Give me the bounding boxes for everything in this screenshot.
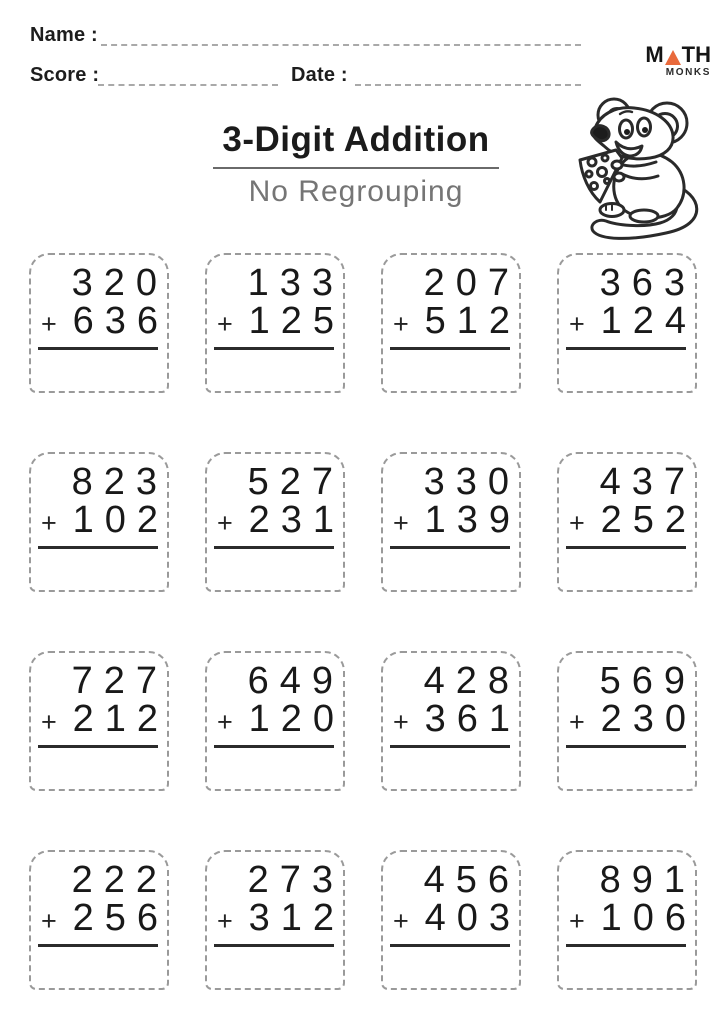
addend-bottom: 230: [600, 698, 697, 740]
plus-operator: +: [41, 906, 57, 936]
problem-box-1: [29, 253, 169, 393]
date-fill-line[interactable]: [355, 62, 581, 86]
logo-subtext: MONKS: [665, 67, 711, 78]
worksheet-title: 3-Digit Addition: [222, 120, 490, 159]
addend-bottom: 252: [600, 499, 697, 541]
answer-space[interactable]: [37, 747, 161, 785]
addend-top: 437: [599, 461, 696, 503]
problem-box-2: [205, 253, 345, 393]
title-divider: [213, 167, 499, 169]
plus-operator: +: [393, 906, 409, 936]
math-monks-logo: [645, 44, 711, 78]
date-label: Date :: [291, 64, 348, 86]
addend-top: 569: [599, 660, 696, 702]
addend-top: 649: [247, 660, 344, 702]
addend-top: 527: [247, 461, 344, 503]
answer-space[interactable]: [565, 747, 689, 785]
logo-wordmark: [645, 44, 711, 66]
addend-top: 823: [71, 461, 168, 503]
problems-grid: [29, 253, 697, 990]
plus-operator: +: [393, 707, 409, 737]
plus-operator: +: [569, 906, 585, 936]
problem-box-13: [29, 850, 169, 990]
addend-top: 330: [423, 461, 520, 503]
addend-bottom: 139: [424, 499, 521, 541]
problem-box-8: [557, 452, 697, 592]
worksheet-subtitle: No Regrouping: [248, 175, 464, 208]
addend-bottom: 124: [600, 300, 697, 342]
addend-top: 428: [423, 660, 520, 702]
plus-operator: +: [217, 707, 233, 737]
answer-space[interactable]: [389, 548, 513, 586]
answer-space[interactable]: [213, 946, 337, 984]
problem-box-6: [205, 452, 345, 592]
addend-bottom: 403: [424, 897, 521, 939]
answer-space[interactable]: [213, 349, 337, 387]
problem-box-7: [381, 452, 521, 592]
addend-bottom: 106: [600, 897, 697, 939]
problem-box-12: [557, 651, 697, 791]
plus-operator: +: [217, 508, 233, 538]
problem-box-3: [381, 253, 521, 393]
plus-operator: +: [41, 707, 57, 737]
addend-bottom: 125: [248, 300, 345, 342]
answer-space[interactable]: [389, 349, 513, 387]
answer-space[interactable]: [565, 349, 689, 387]
answer-space[interactable]: [213, 747, 337, 785]
addend-top: 207: [423, 262, 520, 304]
mouse-with-cheese-icon: [558, 84, 724, 242]
name-fill-line[interactable]: [101, 22, 581, 46]
plus-operator: +: [569, 508, 585, 538]
plus-operator: +: [569, 309, 585, 339]
addend-bottom: 231: [248, 499, 345, 541]
problem-box-5: [29, 452, 169, 592]
plus-operator: +: [393, 508, 409, 538]
addend-top: 320: [71, 262, 168, 304]
problem-box-16: [557, 850, 697, 990]
plus-operator: +: [41, 508, 57, 538]
addend-top: 891: [599, 859, 696, 901]
addend-top: 363: [599, 262, 696, 304]
problem-box-15: [381, 850, 521, 990]
logo-letters-th: TH: [681, 42, 711, 67]
name-label: Name :: [30, 24, 98, 46]
score-label: Score :: [30, 64, 100, 86]
answer-space[interactable]: [389, 747, 513, 785]
addend-top: 133: [247, 262, 344, 304]
plus-operator: +: [569, 707, 585, 737]
problem-box-14: [205, 850, 345, 990]
answer-space[interactable]: [37, 548, 161, 586]
problem-box-11: [381, 651, 521, 791]
plus-operator: +: [217, 309, 233, 339]
score-fill-line[interactable]: [98, 62, 278, 86]
answer-space[interactable]: [565, 548, 689, 586]
addend-top: 727: [71, 660, 168, 702]
problem-box-4: [557, 253, 697, 393]
answer-space[interactable]: [213, 548, 337, 586]
plus-operator: +: [393, 309, 409, 339]
addend-bottom: 212: [72, 698, 169, 740]
addend-bottom: 102: [72, 499, 169, 541]
plus-operator: +: [41, 309, 57, 339]
logo-letter-m: M: [645, 42, 664, 67]
problem-box-9: [29, 651, 169, 791]
addend-top: 273: [247, 859, 344, 901]
addend-bottom: 312: [248, 897, 345, 939]
addend-bottom: 256: [72, 897, 169, 939]
answer-space[interactable]: [37, 946, 161, 984]
plus-operator: +: [217, 906, 233, 936]
addend-bottom: 361: [424, 698, 521, 740]
addend-top: 456: [423, 859, 520, 901]
addend-top: 222: [71, 859, 168, 901]
answer-space[interactable]: [389, 946, 513, 984]
addend-bottom: 512: [424, 300, 521, 342]
answer-space[interactable]: [565, 946, 689, 984]
answer-space[interactable]: [37, 349, 161, 387]
problem-box-10: [205, 651, 345, 791]
addend-bottom: 636: [72, 300, 169, 342]
addend-bottom: 120: [248, 698, 345, 740]
logo-triangle-icon: [665, 50, 681, 65]
